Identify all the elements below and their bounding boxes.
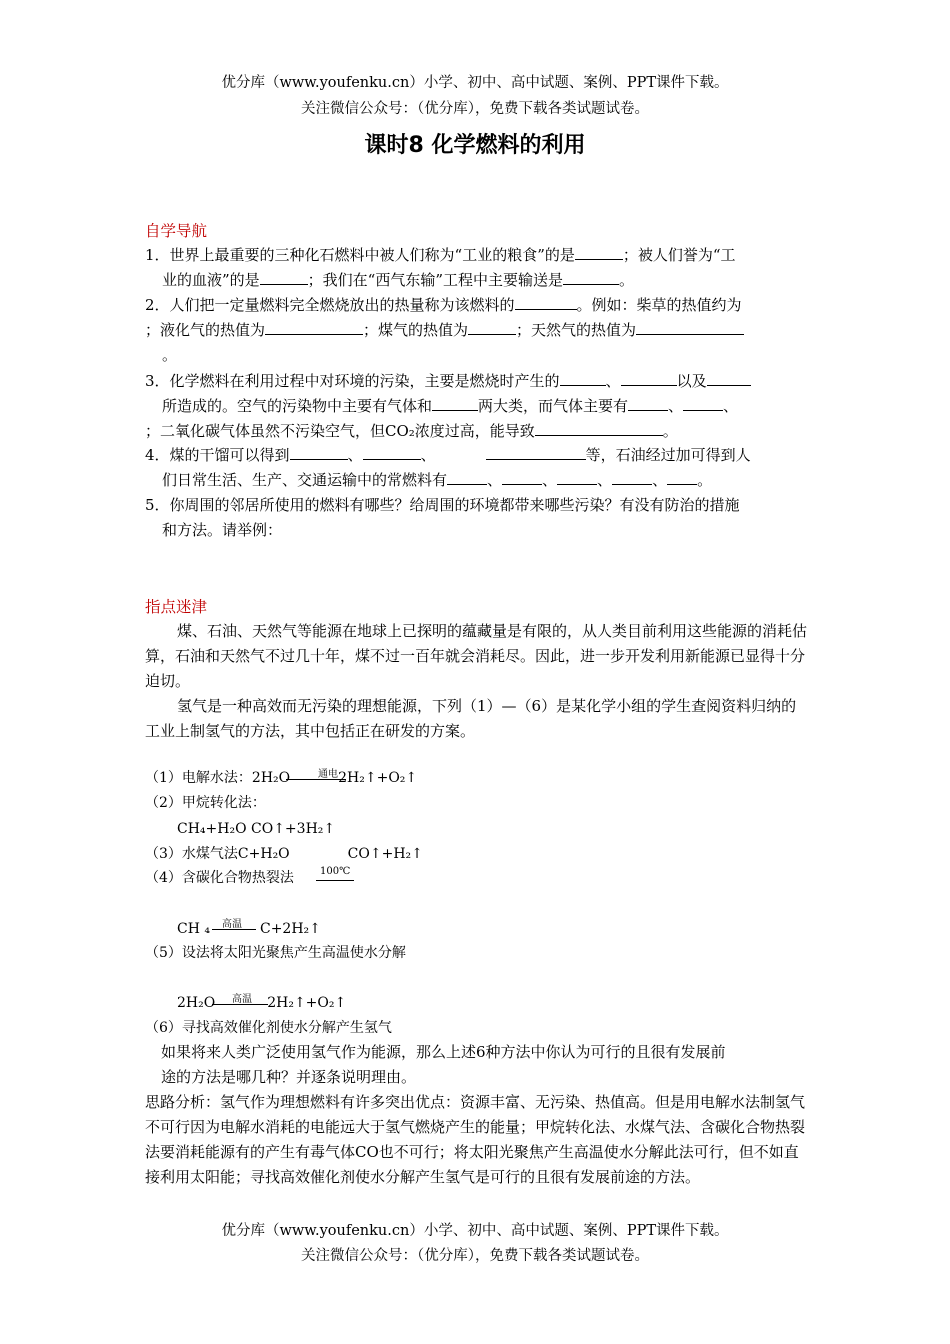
q2-text-a: 2．人们把一定量燃料完全燃烧放出的热量称为该燃料的 — [145, 296, 515, 314]
answer-blank[interactable] — [502, 470, 542, 485]
footer-line-1: 优分库（www.youfenku.cn）小学、初中、高中试题、案例、PPT课件下载。 — [221, 1223, 729, 1239]
method-5-equation — [177, 992, 346, 1014]
answer-blank[interactable] — [683, 396, 723, 411]
answer-blank[interactable] — [612, 470, 652, 485]
question-3 — [145, 369, 810, 444]
method-5-label: （5）设法将太阳光聚焦产生高温使水分解 — [145, 945, 406, 961]
method-3-product: CO↑+H₂↑ — [347, 846, 423, 862]
q2-text-b: 。例如：柴草的热值约为 — [576, 296, 742, 314]
answer-blank[interactable] — [560, 371, 606, 386]
q4-text-f: 、 — [487, 471, 503, 489]
section-heading-guidance: 指点迷津 — [145, 598, 208, 616]
answer-blank[interactable] — [667, 470, 697, 485]
q4-text-d: 等，石油经过加可得到人 — [585, 446, 751, 464]
page-title: 课时8 化学燃料的利用 — [364, 133, 586, 158]
answer-blank[interactable] — [563, 270, 619, 285]
method-4-label: （4）含碳化合物热裂法 — [145, 870, 294, 886]
method-3-reactant: C+H₂O — [237, 846, 290, 862]
q1-text-a: 1．世界上最重要的三种化石燃料中被人们称为“工业的粮食”的是 — [145, 246, 575, 264]
condition-label: 高温 — [222, 919, 242, 930]
answer-blank[interactable] — [575, 245, 623, 260]
q4-text-e: 们日常生活、生产、交通运输中的常燃料有 — [162, 471, 448, 489]
section-heading-self-study: 自学导航 — [145, 222, 208, 240]
q4-text-g: 、 — [542, 471, 558, 489]
answer-blank[interactable] — [486, 445, 586, 460]
question-line-a: 如果将来人类广泛使用氢气作为能源，那么上述6种方法中你认为可行的且很有发展前 — [161, 1043, 726, 1061]
method-6-label: （6）寻找高效催化剂使水分解产生氢气 — [145, 1020, 392, 1036]
condition-label: 100℃ — [320, 866, 351, 877]
method-4-product: C+2H₂↑ — [259, 921, 321, 937]
reaction-line — [212, 929, 256, 930]
answer-blank[interactable] — [468, 320, 516, 335]
q5-text-a: 5．你周围的邻居所使用的燃料有哪些？给周围的环境都带来哪些污染？有没有防治的措施 — [145, 496, 740, 514]
method-4-reactant: CH ₄ — [177, 921, 210, 937]
method-1-reactant: 2H₂O — [251, 770, 291, 786]
method-1 — [145, 767, 417, 789]
q4-text-a: 4．煤的干馏可以得到 — [145, 446, 290, 464]
q2-text-f: 。 — [162, 346, 178, 364]
method-2-label: （2）甲烷转化法： — [145, 795, 266, 811]
answer-blank[interactable] — [707, 371, 751, 386]
q1-text-c: 业的血液”的是 — [162, 271, 260, 289]
answer-blank[interactable] — [636, 320, 744, 335]
q3-text-c: 以及 — [676, 372, 707, 390]
q3-text-a: 3．化学燃料在利用过程中对环境的污染，主要是燃烧时产生的 — [145, 372, 560, 390]
q4-text-h: 、 — [597, 471, 613, 489]
answer-blank[interactable] — [290, 445, 348, 460]
condition-label: 通电 — [318, 769, 338, 780]
q4-text-j: 。 — [697, 471, 713, 489]
answer-blank[interactable] — [363, 445, 421, 460]
q2-text-e: ；天然气的热值为 — [516, 321, 637, 339]
answer-blank[interactable] — [260, 270, 308, 285]
q2-text-c: ；液化气的热值为 — [145, 321, 266, 339]
method-2-equation: CH₄+H₂O CO↑+3H₂↑ — [177, 821, 336, 837]
q3-text-b: 、 — [605, 372, 621, 390]
q1-text-d: ；我们在“西气东输”工程中主要输送是 — [307, 271, 564, 289]
answer-blank[interactable] — [515, 295, 577, 310]
reaction-line — [212, 1004, 268, 1005]
answer-blank[interactable] — [628, 396, 668, 411]
paragraph-hydrogen: 氢气是一种高效而无污染的理想能源，下列（1）—（6）是某化学小组的学生查阅资料归纳的工业上制氢气的方法，其中包括正在研发的方案。 — [145, 697, 797, 740]
method-3 — [145, 843, 423, 865]
q3-text-f: 、 — [668, 397, 684, 415]
method-5-reactant: 2H₂O — [177, 995, 216, 1011]
q5-text-b: 和方法。请举例： — [162, 521, 283, 539]
question-2 — [145, 293, 810, 368]
q3-text-h: ；二氧化碳气体虽然不污染空气，但CO₂浓度过高，能导致 — [145, 422, 535, 440]
question-1 — [145, 243, 810, 293]
q4-text-i: 、 — [652, 471, 668, 489]
question-line-b: 途的方法是哪几种？并逐条说明理由。 — [161, 1068, 417, 1086]
q3-text-e: 两大类，而气体主要有 — [478, 397, 629, 415]
q2-text-d: ；煤气的热值为 — [363, 321, 469, 339]
condition-label: 高温 — [232, 994, 252, 1005]
header-line-2: 关注微信公众号：（优分库），免费下载各类试题试卷。 — [301, 101, 649, 117]
answer-blank[interactable] — [557, 470, 597, 485]
question-5 — [145, 493, 810, 543]
header-line-1: 优分库（www.youfenku.cn）小学、初中、高中试题、案例、PPT课件下载。 — [221, 75, 729, 91]
answer-blank[interactable] — [621, 371, 677, 386]
method-1-label: （1）电解水法： — [145, 770, 252, 786]
footer-line-2: 关注微信公众号：（优分库），免费下载各类试题试卷。 — [301, 1248, 649, 1264]
q1-text-b: ；被人们誉为“工 — [622, 246, 736, 264]
method-1-product: 2H₂↑+O₂↑ — [338, 770, 418, 786]
q3-text-i: 。 — [662, 422, 678, 440]
reaction-line — [316, 880, 354, 881]
answer-blank[interactable] — [447, 470, 487, 485]
answer-blank[interactable] — [265, 320, 363, 335]
q3-text-g: 、 — [723, 397, 739, 415]
q3-text-d: 所造成的。空气的污染物中主要有气体和 — [162, 397, 433, 415]
method-3-label: （3）水煤气法 — [145, 846, 238, 862]
method-5-product: 2H₂↑+O₂↑ — [267, 995, 347, 1011]
answer-blank[interactable] — [432, 396, 478, 411]
q1-text-e: 。 — [619, 271, 635, 289]
reaction-line — [286, 779, 346, 780]
question-4 — [145, 443, 810, 493]
q4-text-c: 、 — [420, 446, 436, 464]
paragraph-energy: 煤、石油、天然气等能源在地球上已探明的蕴藏量是有限的，从人类目前利用这些能源的消耗估算，石油和天然气不过几十年，煤不过一百年就会消耗尽。因此，进一步开发利用新能源已显得十分迫切。 — [145, 622, 808, 690]
analysis-paragraph: 思路分析：氢气作为理想燃料有许多突出优点：资源丰富、无污染、热值高。但是用电解水法制氢气不可行因为电解水消耗的电能远大于氢气燃烧产生的能量；甲烷转化法、水煤气法、含碳化合物热裂法要消耗能源有的产生有毒气体CO也不可行；将太阳光聚焦产生高温使水分解此法可行，但不如直接利用太阳能；寻找高效催化剂使水分解产生氢气是可行的且很有发展前途的方法。 — [145, 1093, 806, 1186]
q4-text-b: 、 — [347, 446, 363, 464]
answer-blank[interactable] — [535, 421, 663, 436]
